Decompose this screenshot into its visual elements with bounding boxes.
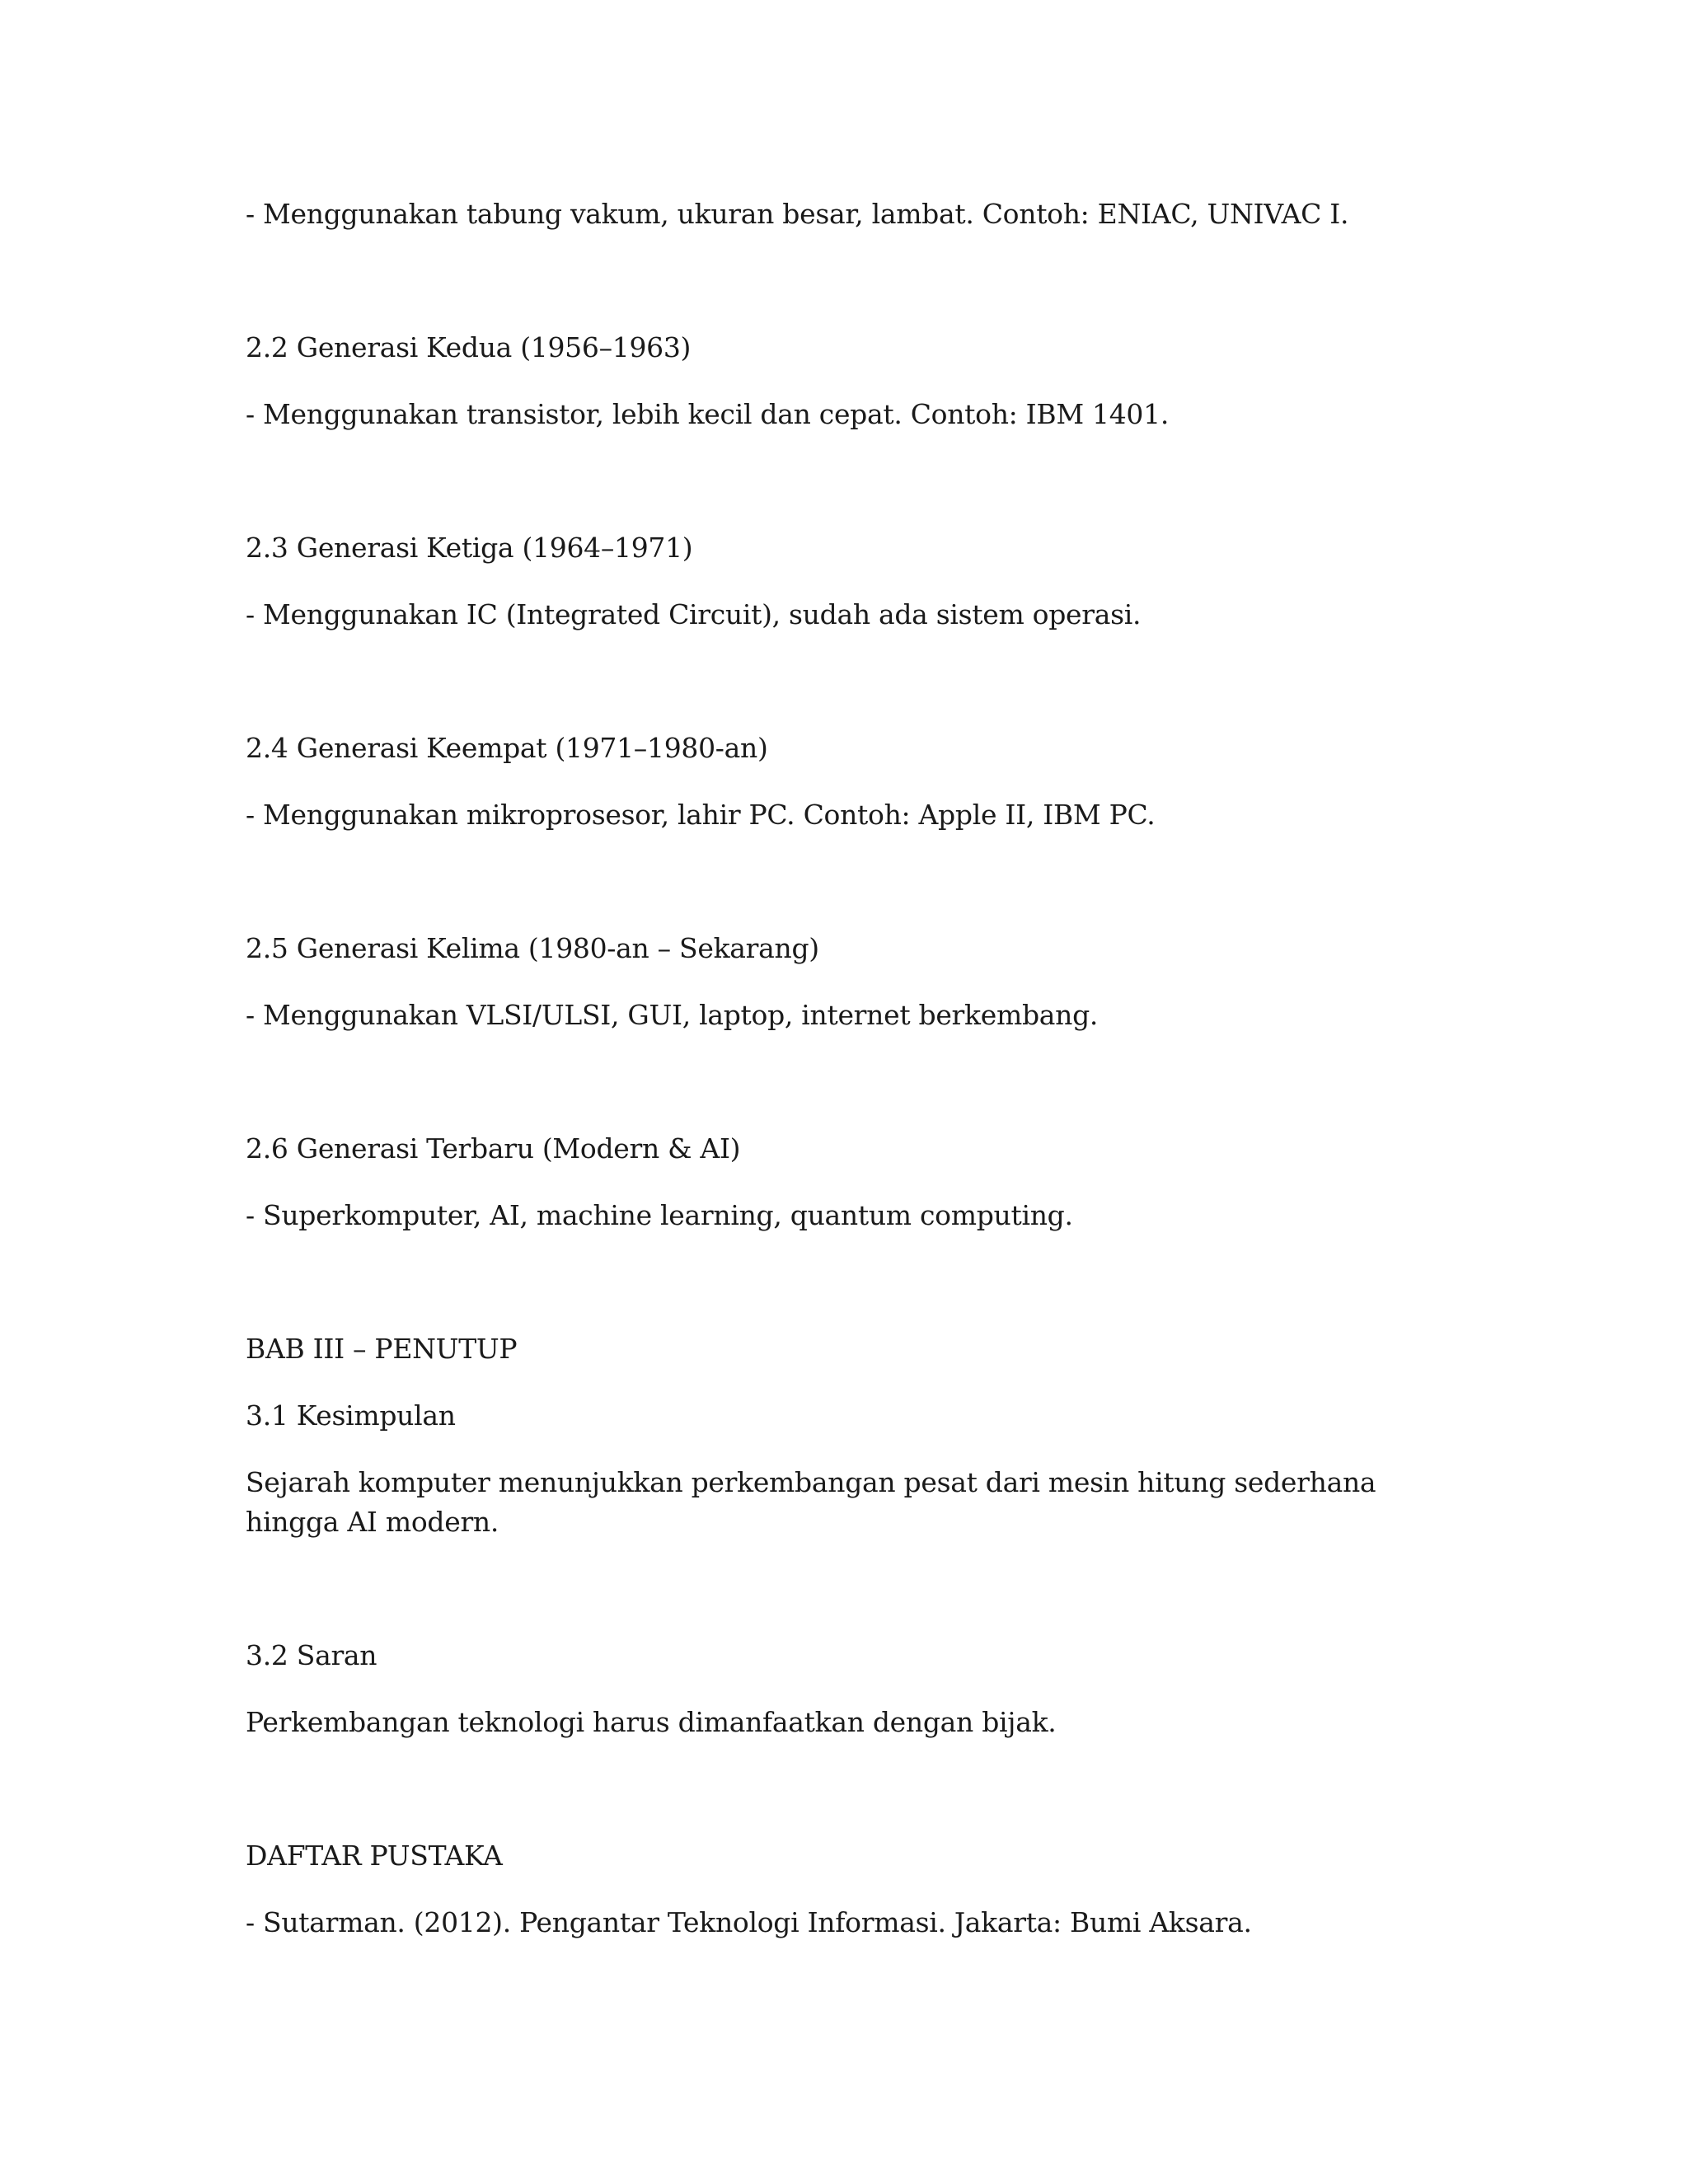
- paragraph-kesimpulan: Sejarah komputer menunjukkan perkembangan pesat dari mesin hitung sederhana hingga AI modern.: [246, 1466, 1376, 1538]
- heading-daftar-pustaka: DAFTAR PUSTAKA: [246, 1840, 503, 1872]
- paragraph-gen3-description: - Menggunakan IC (Integrated Circuit), sudah ada sistem operasi.: [246, 598, 1142, 630]
- paragraph-gen5-description: - Menggunakan VLSI/ULSI, GUI, laptop, internet berkembang.: [246, 999, 1099, 1031]
- paragraph-gen4-description: - Menggunakan mikroprosesor, lahir PC. Contoh: Apple II, IBM PC.: [246, 799, 1156, 831]
- reference-item: - Sutarman. (2012). Pengantar Teknologi Informasi. Jakarta: Bumi Aksara.: [246, 1906, 1252, 1938]
- heading-generasi-keempat: 2.4 Generasi Keempat (1971–1980-an): [246, 732, 768, 764]
- paragraph-saran: Perkembangan teknologi harus dimanfaatkan dengan bijak.: [246, 1706, 1057, 1738]
- paragraph-gen1-description: - Menggunakan tabung vakum, ukuran besar, lambat. Contoh: ENIAC, UNIVAC I.: [246, 198, 1349, 230]
- heading-generasi-kelima: 2.5 Generasi Kelima (1980-an – Sekarang): [246, 932, 819, 964]
- paragraph-gen2-description: - Menggunakan transistor, lebih kecil dan cepat. Contoh: IBM 1401.: [246, 398, 1170, 430]
- paragraph-gen6-description: - Superkomputer, AI, machine learning, quantum computing.: [246, 1199, 1073, 1231]
- heading-generasi-kedua: 2.2 Generasi Kedua (1956–1963): [246, 331, 692, 363]
- heading-saran: 3.2 Saran: [246, 1639, 377, 1671]
- heading-generasi-terbaru: 2.6 Generasi Terbaru (Modern & AI): [246, 1132, 741, 1165]
- heading-bab-iii: BAB III – PENUTUP: [246, 1333, 518, 1365]
- heading-generasi-ketiga: 2.3 Generasi Ketiga (1964–1971): [246, 532, 693, 564]
- heading-kesimpulan: 3.1 Kesimpulan: [246, 1399, 456, 1432]
